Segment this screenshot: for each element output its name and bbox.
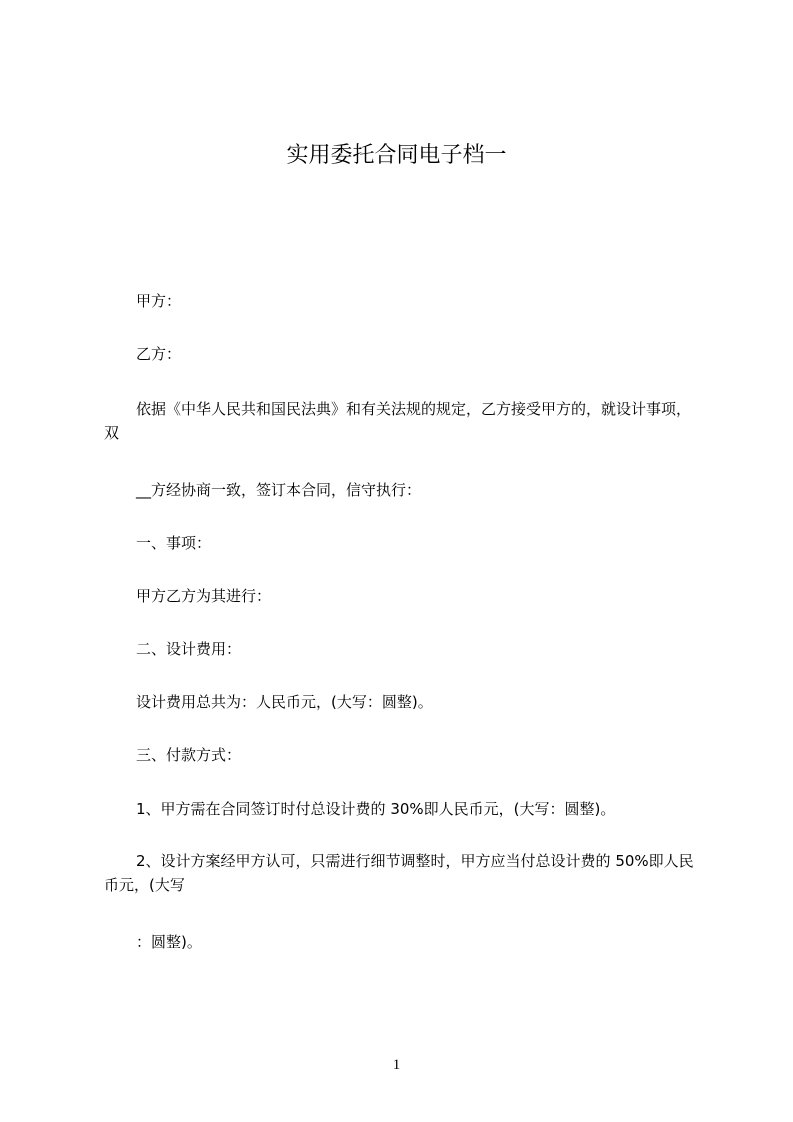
section-1-heading: 一、事项：	[136, 534, 212, 552]
section-3-heading: 三、付款方式：	[136, 746, 242, 764]
intro-continuation: __方经协商一致，签订本合同，信守执行：	[136, 481, 422, 499]
section-1-text: 甲方乙方为其进行：	[136, 587, 272, 605]
party-a-label: 甲方：	[136, 292, 182, 310]
payment-clause-1: 1、甲方需在合同签订时付总设计费的 30%即人民币元，(大写：圆整)。	[136, 800, 616, 818]
page-number: 1	[392, 1057, 401, 1073]
payment-clause-2: 2、设计方案经甲方认可，只需进行细节调整时，甲方应当付总设计费的 50%即人民币元，(大写	[104, 852, 694, 894]
section-2-text: 设计费用总共为：人民币元，(大写：圆整)。	[136, 693, 433, 711]
party-b-label: 乙方：	[136, 345, 182, 363]
section-2-heading: 二、设计费用：	[136, 640, 242, 658]
intro-paragraph: 依据《中华人民共和国民法典》和有关法规的规定，乙方接受甲方的，就设计事项，双	[104, 400, 692, 442]
payment-clause-2-continuation: ：圆整)。	[136, 933, 202, 951]
document-title: 实用委托合同电子档一	[286, 143, 507, 168]
